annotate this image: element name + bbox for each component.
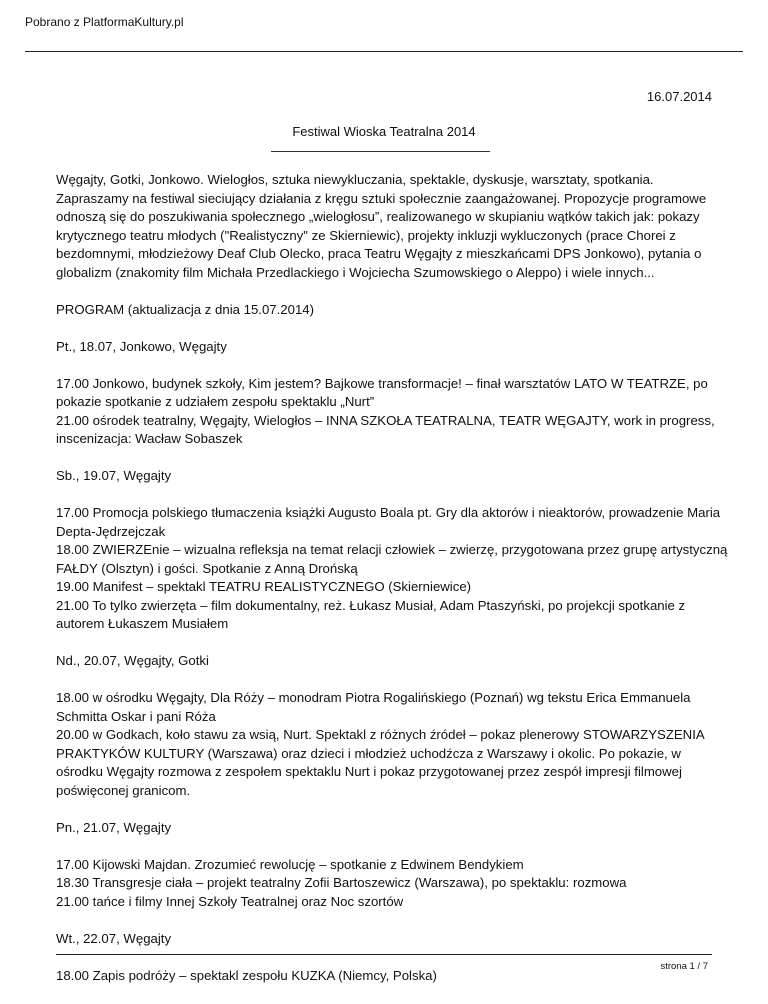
day-heading: Pn., 21.07, Węgajty xyxy=(56,819,172,835)
event-item: 17.00 Promocja polskiego tłumaczenia książki Augusto Boala pt. Gry dla aktorów i nieaktorów, prowadzenie Maria Depta-Jędrzejczak xyxy=(56,505,721,539)
event-item: 20.00 w Godkach, koło stawu za wsią, Nurt. Spektakl z różnych źródeł – pokaz plenerowy STOWARZYSZENIA PRAKTYKÓW KULTURY (Warszawa) oraz dzieci i młodzież uchodźcza z Warszawy i okolic. Po pokazie, w ośrodku Węgajty rozmowa z zespołem spektaklu Nurt i pokaz przygotowanej przez zespół impresji filmowej poświęconej granicom. xyxy=(56,727,704,798)
event-item: 21.00 tańce i filmy Innej Szkoły Teatralnej oraz Noc szortów xyxy=(56,893,404,909)
header-divider xyxy=(25,51,743,52)
intro-paragraph: Węgajty, Gotki, Jonkowo. Wielogłos, sztuka niewykluczania, spektakle, dyskusje, warsztaty, spotkania. Zapraszamy na festiwal sieciujący działania z kręgu sztuki społecznie zaangażowanej. Propozycje programowe odnoszą się do poszukiwania społecznego „wielogłosu”, realizowanego w skupianiu wątków takich jak: pokazy krytycznego teatru młodych ("Realistyczny" ze Skierniewic), projekty inkluzji wykluczonych (prace Chorei z bezdomnymi, młodzieżowy Deaf Club Olecko, praca Teatru Węgajty z mieszkańcami DPS Jonkowo), pytania o globalizm (znakomity film Michała Przedlackiego i Wojciecha Szumowskiego o Aleppo) i wiele innych... xyxy=(56,172,707,280)
day-events xyxy=(56,856,728,912)
day-heading: Pt., 18.07, Jonkowo, Węgajty xyxy=(56,338,227,354)
event-item: 21.00 To tylko zwierzęta – film dokumentalny, reż. Łukasz Musiał, Adam Ptaszyński, po projekcji spotkanie z autorem Łukaszem Musiałem xyxy=(56,597,686,631)
program-heading: PROGRAM (aktualizacja z dnia 15.07.2014) xyxy=(56,301,315,317)
day-events xyxy=(56,967,728,986)
day-heading: Sb., 19.07, Węgajty xyxy=(56,468,172,483)
title-underline xyxy=(271,151,490,152)
event-item: 17.00 Kijowski Majdan. Zrozumieć rewolucję – spotkanie z Edwinem Bendykiem xyxy=(56,856,524,872)
document-date: 16.07.2014 xyxy=(646,89,712,104)
footer-divider xyxy=(56,954,712,955)
event-item: 18.00 Zapis podróży – spektakl zespołu KUZKA (Niemcy, Polska) xyxy=(56,967,437,983)
document-body xyxy=(56,171,728,1004)
event-item: 21.00 ośrodek teatralny, Węgajty, Wielogłos – INNA SZKOŁA TEATRALNA, TEATR WĘGAJTY, work in progress, inscenizacja: Wacław Sobaszek xyxy=(56,412,715,446)
day-events xyxy=(56,504,728,634)
day-heading: Wt., 22.07, Węgajty xyxy=(56,930,172,946)
event-item: 18.00 w ośrodku Węgajty, Dla Róży – monodram Piotra Rogalińskiego (Poznań) wg tekstu Erica Emmanuela Schmitta Oskar i pani Róża xyxy=(56,690,691,724)
download-source-header: Pobrano z PlatformaKultury.pl xyxy=(25,15,184,29)
document-title: Festiwal Wioska Teatralna 2014 xyxy=(292,124,476,139)
event-item: 19.00 Manifest – spektakl TEATRU REALISTYCZNEGO (Skierniewice) xyxy=(56,579,472,594)
day-heading: Nd., 20.07, Węgajty, Gotki xyxy=(56,653,209,668)
event-item: 18.30 Transgresje ciała – projekt teatralny Zofii Bartoszewicz (Warszawa), po spektaklu: rozmowa xyxy=(56,875,627,890)
page-number: strona 1 / 7 xyxy=(660,961,708,972)
day-events xyxy=(56,375,728,449)
event-item: 18.00 ZWIERZEnie – wizualna refleksja na temat relacji człowiek – zwierzę, przygotowana przez grupę artystyczną FAŁDY (Olsztyn) i gości. Spotkanie z Anną Drońską xyxy=(56,542,728,576)
event-item: 17.00 Jonkowo, budynek szkoły, Kim jestem? Bajkowe transformacje! – finał warsztatów LATO W TEATRZE, po pokazie spotkanie z udziałem zespołu spektaklu „Nurt” xyxy=(56,375,708,409)
day-events xyxy=(56,689,728,800)
